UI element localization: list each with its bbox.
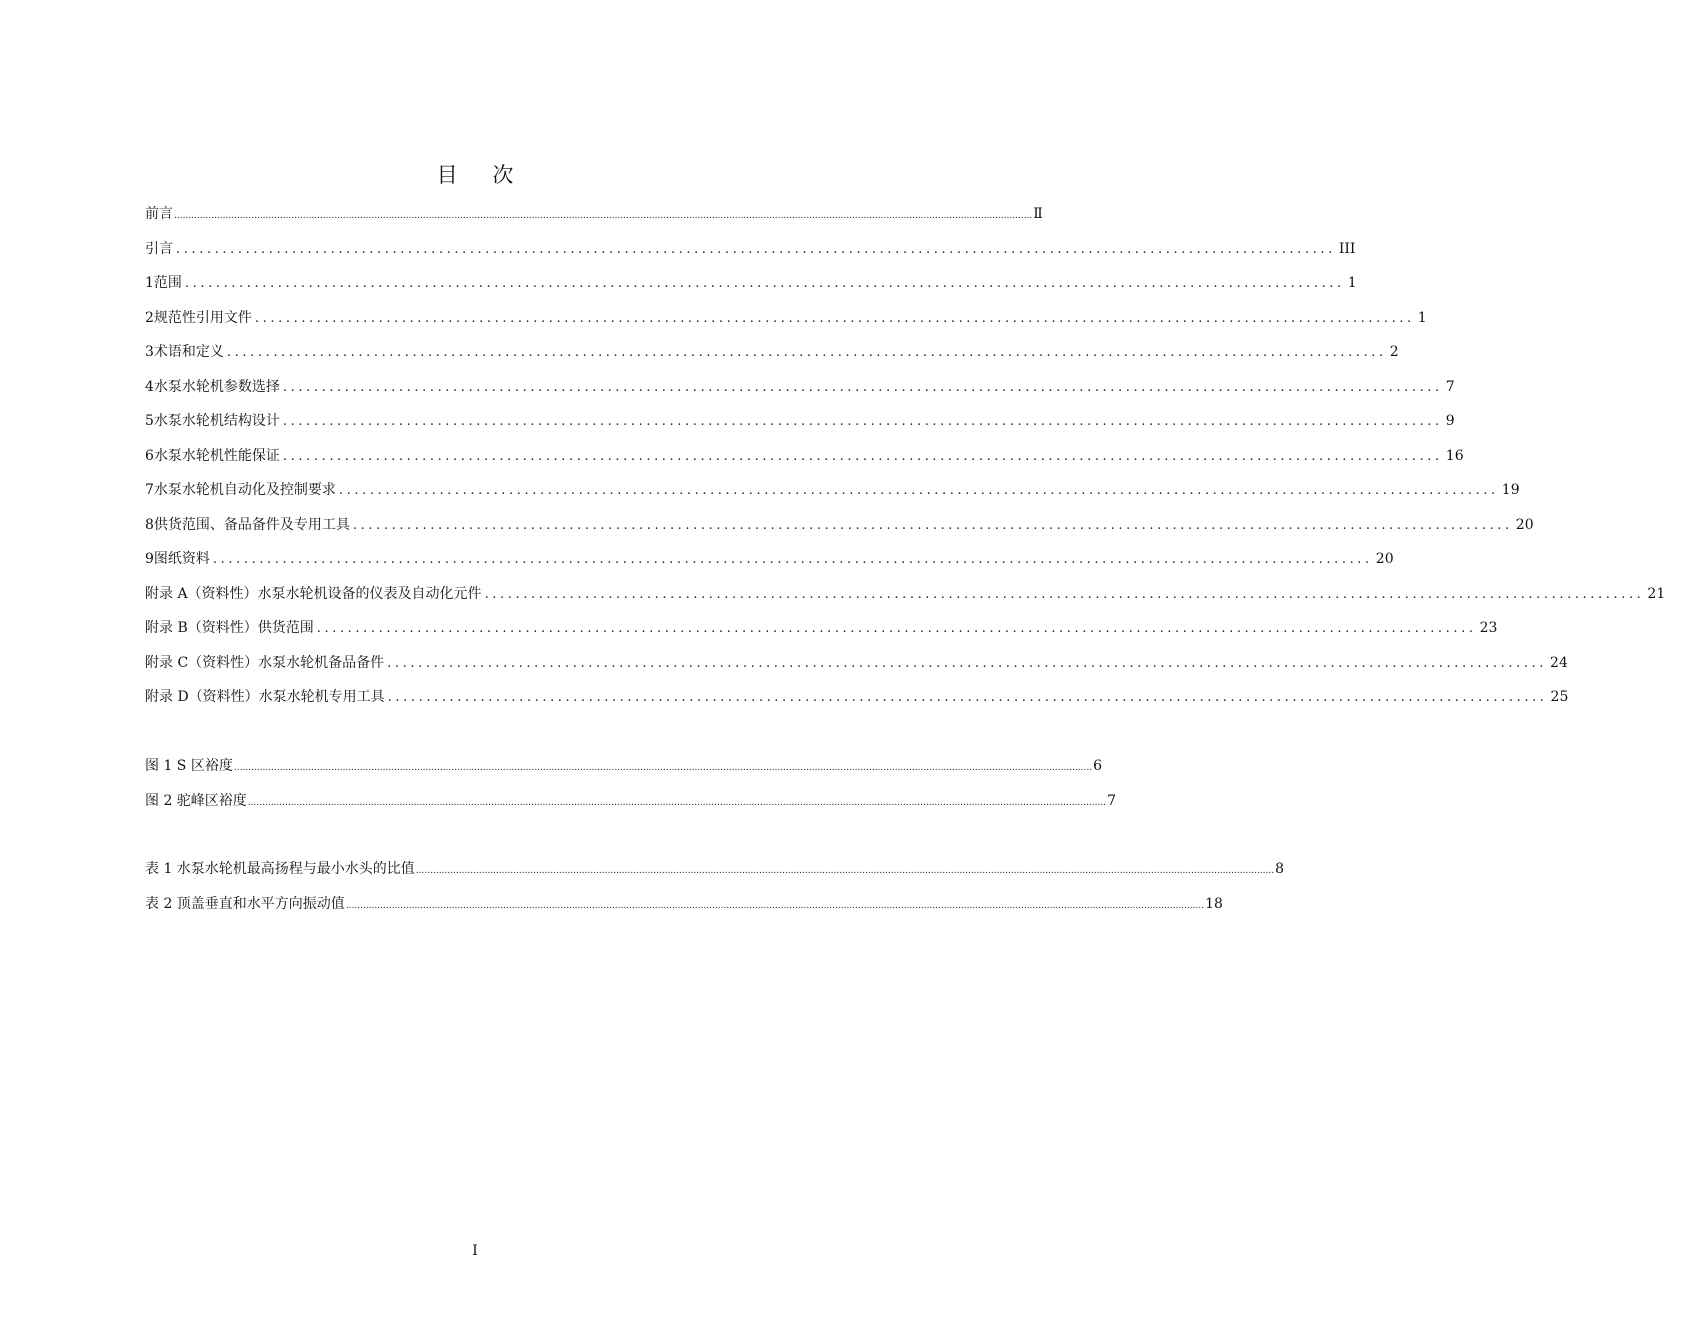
toc-entry-page: 16 bbox=[1445, 447, 1464, 464]
toc-entry-page: 25 bbox=[1550, 689, 1569, 705]
toc-entry-number: 9 bbox=[145, 551, 154, 567]
toc-entry-number: 3 bbox=[145, 344, 154, 360]
page-title: 目 次 bbox=[436, 163, 528, 187]
dot-leader: ............................................................................................................................................................................................................................................................................................................ bbox=[233, 763, 1093, 773]
dot-leader: ...................................................................................................................................................... bbox=[316, 621, 1477, 636]
toc-entry-label: 附录 D（资料性）水泵水轮机专用工具 bbox=[145, 689, 385, 705]
toc-entry[interactable] bbox=[145, 480, 1520, 515]
toc-entry-number: 8 bbox=[145, 516, 154, 533]
dot-leader: ...................................................................................................................................................... bbox=[338, 483, 1499, 498]
dot-leader: ...................................................................................................................................................... bbox=[352, 517, 1513, 533]
toc-entry-label: 表 1 水泵水轮机最高扬程与最小水头的比值 bbox=[145, 861, 415, 877]
toc-entry-label: 图 1 S 区裕度 bbox=[145, 758, 233, 774]
dot-leader: ............................................................................................................................................................................................................................................................................................................ bbox=[415, 866, 1275, 876]
toc-entry[interactable] bbox=[145, 756, 1103, 791]
toc-entry-page: 7 bbox=[1107, 792, 1116, 809]
dot-leader: ...................................................................................................................................................... bbox=[282, 379, 1443, 395]
toc-entry-label: 图 2 驼峰区裕度 bbox=[145, 792, 247, 809]
toc-entry[interactable] bbox=[145, 653, 1568, 688]
toc-entry-page: 18 bbox=[1205, 895, 1223, 912]
footer-page-number: I bbox=[472, 1243, 478, 1259]
toc-entry[interactable] bbox=[145, 377, 1455, 412]
dot-leader: ...................................................................................................................................................... bbox=[226, 345, 1387, 360]
toc-entry[interactable] bbox=[145, 411, 1455, 446]
toc-entry[interactable] bbox=[145, 549, 1394, 584]
toc-entry-label: 范围 bbox=[153, 275, 182, 291]
toc-entry-page: 1 bbox=[1347, 275, 1357, 291]
dot-leader: ...................................................................................................................................................... bbox=[282, 414, 1443, 429]
toc-entry[interactable] bbox=[145, 273, 1357, 308]
dot-leader: ............................................................................................................................................................................................................................................................................................................ bbox=[174, 211, 1033, 221]
toc-entry[interactable] bbox=[145, 859, 1284, 894]
toc-entry-page: 19 bbox=[1501, 482, 1520, 498]
toc-entry-number: 1 bbox=[145, 275, 154, 291]
dot-leader: ............................................................................................................................................................................................................................................................................................................ bbox=[247, 797, 1107, 808]
dot-leader: ............................................................................................................................................................................................................................................................................................................ bbox=[345, 900, 1205, 911]
toc-entry-page: 7 bbox=[1445, 378, 1455, 395]
toc-entry[interactable] bbox=[145, 308, 1427, 343]
toc-tables bbox=[145, 859, 1284, 928]
toc-entry[interactable] bbox=[145, 204, 1043, 239]
toc-entry-label: 表 2 顶盖垂直和水平方向振动值 bbox=[145, 895, 345, 912]
dot-leader: ...................................................................................................................................................... bbox=[184, 276, 1345, 291]
toc-entry-page: 20 bbox=[1515, 516, 1534, 533]
dot-leader: ...................................................................................................................................................... bbox=[387, 655, 1548, 671]
toc-entry[interactable] bbox=[145, 894, 1223, 929]
dot-leader: ...................................................................................................................................................... bbox=[212, 552, 1373, 567]
toc-entry-label: 附录 C（资料性）水泵水轮机备品备件 bbox=[145, 654, 385, 671]
dot-leader: ...................................................................................................................................................... bbox=[484, 586, 1645, 602]
toc-entry-page: 6 bbox=[1093, 758, 1103, 774]
toc-entry-page: 8 bbox=[1275, 861, 1284, 877]
toc-entry-label: 水泵水轮机自动化及控制要求 bbox=[153, 482, 336, 498]
toc-entry[interactable] bbox=[145, 791, 1116, 826]
toc-entry-page: 24 bbox=[1550, 654, 1568, 671]
toc-entry-label: 水泵水轮机参数选择 bbox=[153, 378, 280, 395]
toc-entry-number: 2 bbox=[145, 309, 154, 326]
toc-entry-label: 前言 bbox=[145, 206, 173, 222]
toc-entry-label: 附录 A（资料性）水泵水轮机设备的仪表及自动化元件 bbox=[145, 585, 482, 602]
dot-leader: ...................................................................................................................................................... bbox=[387, 690, 1548, 705]
toc-entry-page: Ⅱ bbox=[1033, 206, 1043, 222]
toc-entry-number: 7 bbox=[145, 482, 154, 498]
toc-entry-label: 图纸资料 bbox=[153, 551, 210, 567]
toc-entry-label: 附录 B（资料性）供货范围 bbox=[145, 620, 314, 636]
toc-entry-label: 水泵水轮机结构设计 bbox=[153, 413, 280, 429]
toc-entry-page: 9 bbox=[1445, 413, 1455, 429]
toc-entry-label: 术语和定义 bbox=[153, 344, 224, 360]
toc-entry-page: 21 bbox=[1647, 585, 1666, 602]
toc-main bbox=[145, 204, 1666, 722]
toc-entry[interactable] bbox=[145, 687, 1569, 722]
toc-entry-number: 5 bbox=[145, 413, 154, 429]
toc-entry-number: 4 bbox=[145, 378, 154, 395]
toc-entry-number: 6 bbox=[145, 447, 154, 464]
toc-entry[interactable] bbox=[145, 446, 1464, 481]
toc-entry[interactable] bbox=[145, 342, 1399, 377]
toc-entry[interactable] bbox=[145, 584, 1666, 619]
toc-entry-label: 供货范围、备品备件及专用工具 bbox=[153, 516, 350, 533]
toc-entry-page: 20 bbox=[1375, 551, 1394, 567]
dot-leader: ...................................................................................................................................................... bbox=[282, 448, 1443, 464]
toc-entry-label: 规范性引用文件 bbox=[153, 309, 252, 326]
toc-entry-label: 引言 bbox=[145, 240, 173, 257]
toc-entry-page: 2 bbox=[1389, 344, 1399, 360]
dot-leader: ...................................................................................................................................................... bbox=[254, 310, 1415, 326]
toc-entry[interactable] bbox=[145, 618, 1498, 653]
toc-entry[interactable] bbox=[145, 515, 1534, 550]
toc-entry-page: III bbox=[1338, 240, 1356, 257]
toc-entry-label: 水泵水轮机性能保证 bbox=[153, 447, 280, 464]
toc-entry-page: 23 bbox=[1479, 620, 1498, 636]
toc-entry[interactable] bbox=[145, 239, 1356, 274]
toc-figures bbox=[145, 756, 1116, 825]
toc-entry-page: 1 bbox=[1417, 309, 1427, 326]
dot-leader: ...................................................................................................................................................... bbox=[176, 241, 1336, 257]
